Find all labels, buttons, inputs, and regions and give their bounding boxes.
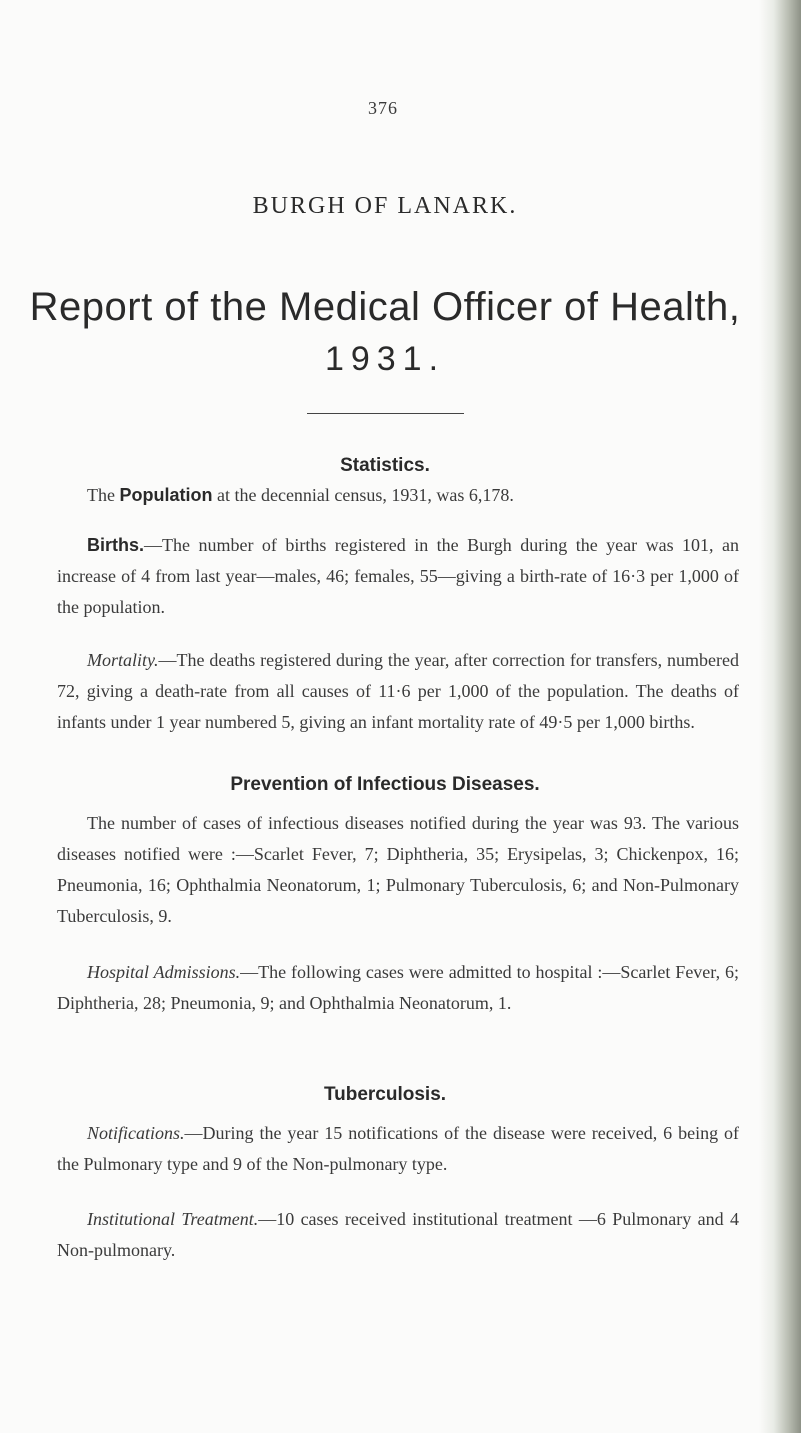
institutional-treatment-text: —10 cases received institutional treatment —6 Pulmonary and 4 Non-pulmonary.: [57, 1209, 739, 1260]
institutional-treatment-label: Institutional Treatment.: [87, 1209, 259, 1229]
population-text: at the decennial census, 1931, was 6,178.: [212, 485, 514, 505]
tuberculosis-heading: Tuberculosis.: [323, 1084, 447, 1105]
page-number: 376: [368, 98, 398, 118]
prevention-heading: Prevention of Infectious Diseases.: [230, 774, 540, 795]
notifications-paragraph: [57, 1118, 739, 1180]
report-title: Report of the Medical Officer of Health,: [29, 285, 741, 329]
population-prefix: The: [87, 485, 120, 505]
births-text: —The number of births registered in the Burgh during the year was 101, an increase of 4 from last year—males, 46; females, 55—giving a birth-rate of 16·3 per 1,000 of the population.: [57, 535, 739, 617]
statistics-heading: Statistics.: [340, 455, 430, 476]
report-year: 1931.: [324, 340, 446, 378]
notifications-label: Notifications.: [87, 1123, 185, 1143]
mortality-label: Mortality.: [87, 650, 159, 670]
notifications-text: —During the year 15 notifications of the disease were received, 6 being of the Pulmonary type and 9 of the Non-pulmonary type.: [57, 1123, 739, 1174]
hospital-admissions-paragraph: [57, 957, 739, 1019]
mortality-paragraph: [57, 645, 739, 738]
population-label: Population: [119, 485, 213, 505]
hospital-admissions-label: Hospital Admissions.: [87, 962, 241, 982]
hospital-admissions-text: —The following cases were admitted to hospital :—Scarlet Fever, 6; Diphtheria, 28; Pneumonia, 9; and Ophthalmia Neonatorum, 1.: [57, 962, 739, 1013]
title-divider: [307, 413, 464, 414]
population-paragraph: [57, 480, 739, 511]
mortality-text: —The deaths registered during the year, after correction for transfers, numbered 72, giving a death-rate from all causes of 11·6 per 1,000 of the population. The deaths of infants under 1 year numbered 5, giving an infant mortality rate of 49·5 per 1,000 births.: [57, 650, 739, 732]
burgh-title: BURGH OF LANARK.: [252, 193, 518, 219]
births-label: Births.: [87, 535, 145, 555]
births-paragraph: [57, 530, 739, 623]
institutional-treatment-paragraph: [57, 1204, 739, 1266]
infectious-cases-paragraph: The number of cases of infectious diseases notified during the year was 93. The various diseases notified were :—Scarlet Fever, 7; Diphtheria, 35; Erysipelas, 3; Chickenpox, 16; Pneumonia, 16; Ophthalmia Neonatorum, 1; Pulmonary Tuberculosis, 6; and Non-Pulmonary Tuberculosis, 9.: [57, 813, 739, 926]
